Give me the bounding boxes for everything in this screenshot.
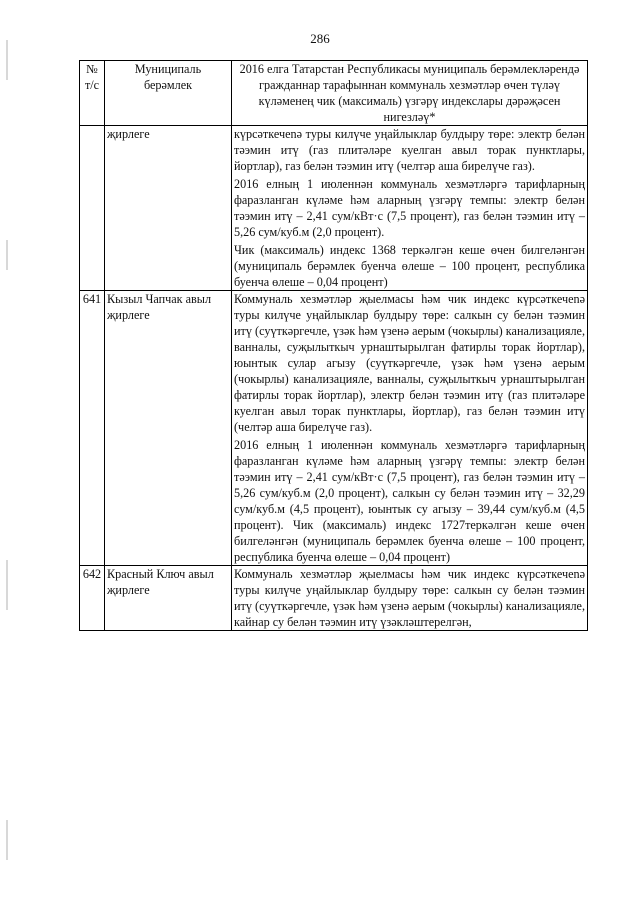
scan-margin-mark [6, 820, 8, 860]
header-municipality: Муниципаль берәмлек [105, 61, 232, 126]
row-number: 642 [80, 566, 105, 631]
scan-margin-mark [6, 240, 8, 270]
page-number: 286 [310, 31, 330, 46]
scan-margin-mark [6, 560, 8, 610]
description-paragraph: Чик (максималь) индекс 1368 теркәлгән кеше өчен билгеләнгән (муниципаль берәмлек буенча өлеше – 100 процент, республика буенча өлеше – 0,04 процент) [234, 243, 585, 289]
description-paragraph: Коммуналь хезмәтләр җыелмасы һәм чик индекс күрсәткечenә туры килүче уңайлыклар булдыру төре: салкын су белән тәэмин итү (суүткәргечле, үзәк һәм үзенә аерым (чокырлы) канализацияле, ванналы, суҗылыткыч урнаштырылган фатирлы торак йортлар), юынтык сулар агызу (суүткәргечле, үзәк һәм үзенә аерым (чокырлы) канализацияле, ванналы, суҗылыткыч урнаштырылган фатирлы торак йортлар), электр белән тәэмин итү (газ плитәләре куелган авыл торак пунктлары, йортлар), газ белән тәэмин итү (челтәр аша бирелүче газ). [234, 292, 585, 434]
description-paragraph: 2016 елның 1 июленнән коммуналь хезмәтләргә тарифларның фаразланган күләме һәм аларның үзгәрү темпы: электр белән тәэмин итү – 2,41 сум/кВт·с (7,5 процент), газ белән тәэмин итү – 5,26 сум/куб.м (2,0 процент), салкын су белән тәэмин итү – 32,29 сум/куб.м (4,5 процент), юынтык су агызу – 39,44 сум/куб.м (4,5 процент). Чик (максималь) индекс 1727теркәлгән кеше өчен билгеләнгән (муниципаль берәмлек буенча өлеше – 100 процент, республика буенча өлеше – 0,04 процент) [234, 438, 585, 564]
header-description: 2016 елга Татарстан Республикасы муниципаль берәмлекләрендә гражданнар тарафыннан коммуналь хезмәтләр өчен түләү күләменең чик (максималь) үзгәрү индекслары дәрәҗәсен нигезләү* [232, 61, 588, 126]
description-paragraph: 2016 елның 1 июленнән коммуналь хезмәтләргә тарифларның фаразланган күләме һәм аларның үзгәрү темпы: электр белән тәэмин итү – 2,41 сум/кВт·с (7,5 процент), газ белән тәэмин итү – 5,26 сум/куб.м (2,0 процент). [234, 177, 585, 239]
municipal-index-table [79, 60, 588, 631]
row-municipality: Кызыл Чапчак авыл җирлеге [105, 291, 232, 566]
row-municipality: җирлеге [105, 126, 232, 291]
header-number: № т/с [80, 61, 105, 126]
table-row [80, 566, 588, 631]
row-description [232, 126, 588, 291]
table-row [80, 126, 588, 291]
description-paragraph: күрсәткечenә туры килүче уңайлыклар булдыру төре: электр белән тәэмин итү (газ плитәләре куелган авыл торак пунктлары, йортлар), газ белән тәэмин итү (челтәр аша бирелүче газ). [234, 127, 585, 173]
table-row [80, 291, 588, 566]
table-header-row [80, 61, 588, 126]
row-municipality: Красный Ключ авыл җирлеге [105, 566, 232, 631]
row-number: 641 [80, 291, 105, 566]
row-number [80, 126, 105, 291]
row-description [232, 566, 588, 631]
row-description [232, 291, 588, 566]
description-paragraph: Коммуналь хезмәтләр җыелмасы һәм чик индекс күрсәткечenә туры килүче уңайлыклар булдыру төре: салкын су белән тәэмин итү (суүткәргечле, үзәк һәм үзенә аерым (чокырлы) канализацияле, кайнар су белән тәэмин итү үзәкләштерелгән, [234, 567, 585, 629]
